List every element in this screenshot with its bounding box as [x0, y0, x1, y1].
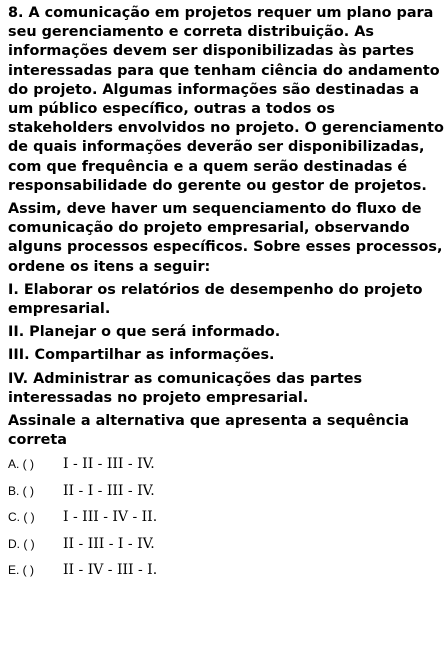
- option-b[interactable]: [8, 483, 444, 510]
- question-instruction: Assim, deve haver um sequenciamento do fluxo de comunicação do projeto empresarial, observando alguns processos específicos. Sobre esses processos, ordene os itens a seguir:: [8, 201, 443, 275]
- option-c[interactable]: [8, 509, 444, 536]
- item-iii: III. Compartilhar as informações.: [8, 347, 275, 364]
- answer-options: [8, 456, 444, 589]
- option-e-marker[interactable]: E. ( ): [8, 563, 34, 578]
- question-intro: 8. A comunicação em projetos requer um plano para seu gerenciamento e correta distribuição. As informações devem ser disponibilizadas às partes interessadas para que tenham ciência do andamento do projeto. Algumas informações são destinadas a um público específico, outras a todos os stakeholders envolvidos no projeto. O gerenciamento de quais informações deverão ser disponibilizadas, com que frequência e a quem serão destinadas é responsabilidade do gerente ou gestor de projetos.: [8, 5, 444, 194]
- item-ii: II. Planejar o que será informado.: [8, 324, 281, 341]
- option-d-marker[interactable]: D. ( ): [8, 536, 35, 551]
- question-prompt: Assinale a alternativa que apresenta a sequência correta: [8, 413, 409, 449]
- option-e[interactable]: [8, 562, 444, 589]
- item-iv: IV. Administrar as comunicações das partes interessadas no projeto empresarial.: [8, 370, 363, 406]
- option-c-text: I - III - IV - II.: [63, 509, 158, 526]
- option-d-text: II - III - I - IV.: [63, 535, 155, 552]
- option-a-text: I - II - III - IV.: [63, 456, 155, 473]
- option-a[interactable]: [8, 456, 444, 483]
- option-c-marker[interactable]: C. ( ): [8, 510, 35, 525]
- option-a-marker[interactable]: A. ( ): [8, 457, 34, 472]
- item-i: I. Elaborar os relatórios de desempenho do projeto empresarial.: [8, 281, 423, 318]
- option-b-text: II - I - III - IV.: [63, 482, 155, 499]
- question-block: [8, 4, 444, 589]
- option-d[interactable]: [8, 536, 444, 563]
- option-b-marker[interactable]: B. ( ): [8, 483, 34, 498]
- option-e-text: II - IV - III - I.: [63, 562, 158, 579]
